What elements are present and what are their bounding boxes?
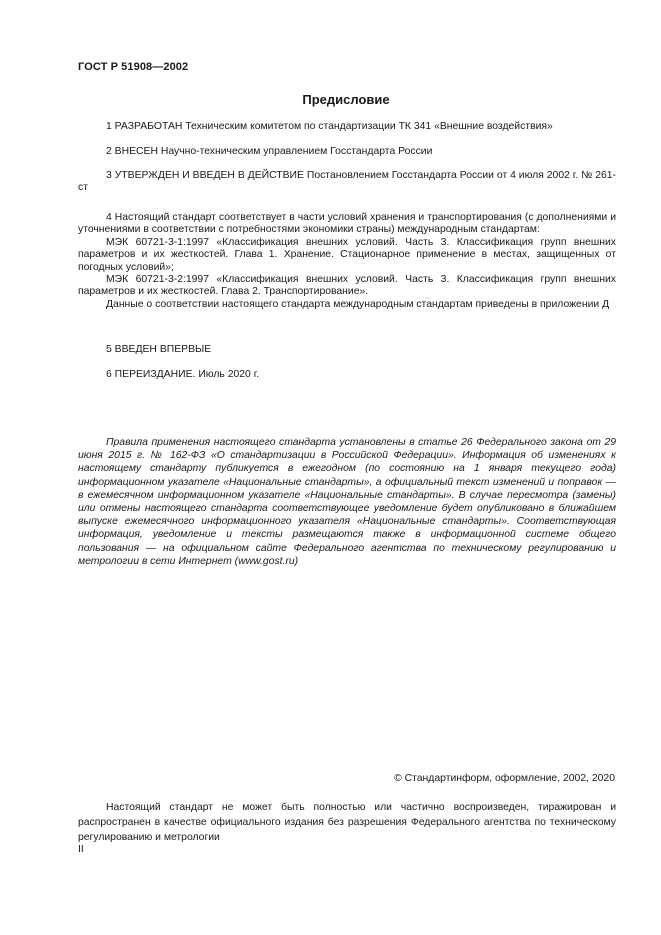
item-2 [78, 146, 616, 158]
item-5 [78, 344, 616, 356]
reproduction-notice [78, 800, 616, 845]
application-rules-text: Правила применения настоящего стандарта установлены в статье 26 Федерального закона от 29 июня 2015 г. № 162-ФЗ «О стандартизации в Российской Федерации». Информация об изменениях к настоящему стандарту публикуется в ежегодном (по состоянию на 1 января текущего года) информационном указателе «Национальные стандарты», а официальный текст изменений и поправок — в ежемесячном информационном указателе «Национальные стандарты». В случае пересмотра (замены) или отмены настоящего стандарта соответствующее уведомление будет опубликовано в ближайшем выпуске ежемесячного информационного указателя «Национальные стандарты». Соответствующая информация, уведомление и тексты размещаются также в информационной системе общего пользования — на официальном сайте Федерального агентства по техническому регулированию и метрологии в сети Интернет (www.gost.ru) [78, 437, 616, 567]
item-1 [78, 121, 616, 133]
document-id: ГОСТ Р 51908—2002 [78, 61, 189, 73]
page-number: II [78, 844, 84, 855]
item-4-annex-note: Данные о соответствии настоящего стандарта международным стандартам приведены в приложении Д [106, 298, 610, 310]
item-5-text: 5 ВВЕДЕН ВПЕРВЫЕ [106, 344, 212, 355]
copyright-line: © Стандартинформ, оформление, 2002, 2020 [394, 773, 615, 784]
item-4-standard-1: МЭК 60721-3-1:1997 «Классификация внешних условий. Часть 3. Классификация групп внешних параметров и их жесткостей. Глава 1. Хранение. Стационарное применение в местах, защищенных от погодных условий»; [78, 236, 616, 273]
item-4 [78, 212, 616, 311]
application-rules-notice [78, 436, 616, 568]
item-3-text: 3 УТВЕРЖДЕН И ВВЕДЕН В ДЕЙСТВИЕ Постановлением Госстандарта России от 4 июля 2002 г. № 261-ст [78, 170, 616, 194]
page-title: Предисловие [302, 92, 390, 107]
item-1-text: 1 РАЗРАБОТАН Техническим комитетом по стандартизации ТК 341 «Внешние воздействия» [106, 121, 553, 132]
item-6-text: 6 ПЕРЕИЗДАНИЕ. Июль 2020 г. [106, 369, 260, 380]
item-4-standard-2: МЭК 60721-3-2:1997 «Классификация внешних условий. Часть 3. Классификация групп внешних параметров и их жесткостей. Глава 2. Транспортирование». [78, 274, 616, 298]
reproduction-notice-text: Настоящий стандарт не может быть полностью или частично воспроизведен, тиражирован и распространен в качестве официального издания без разрешения Федерального агентства по техническому регулированию и метрологии [78, 802, 616, 843]
item-6 [78, 369, 616, 381]
item-3 [78, 170, 616, 195]
item-2-text: 2 ВНЕСЕН Научно-техническим управлением Госстандарта России [106, 146, 433, 157]
item-4-text: 4 Настоящий стандарт соответствует в части условий хранения и транспортирования (с дополнениями и уточнениями в соответствии с потребностями экономики страны) международным стандартам: [78, 212, 616, 236]
